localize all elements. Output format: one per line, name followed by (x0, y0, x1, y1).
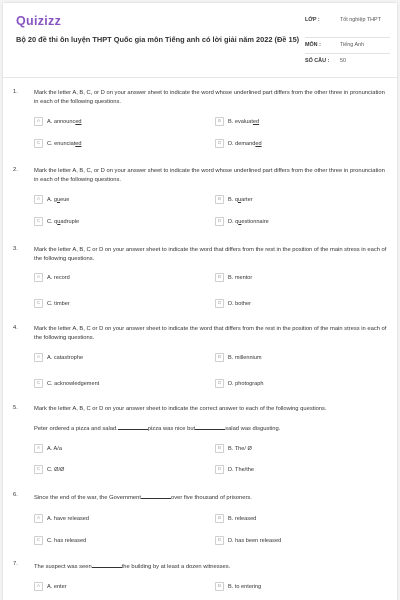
option-letter-box[interactable]: C (34, 217, 43, 226)
option-text: A. enter (47, 583, 67, 590)
option-label (47, 355, 83, 361)
answer-option-d[interactable] (215, 139, 375, 149)
answer-option-d[interactable] (215, 217, 375, 227)
question-number: 6. (13, 492, 18, 498)
meta-divider (305, 37, 390, 38)
answer-option-b[interactable] (215, 514, 375, 524)
option-letter-box[interactable]: C (34, 465, 43, 474)
answer-option-b[interactable] (215, 195, 375, 205)
meta-grade-key: LỚP : (305, 17, 320, 23)
option-letter-box[interactable]: D (215, 299, 224, 308)
meta-subject-value: Tiếng Anh (340, 42, 365, 48)
option-letter-box[interactable]: D (215, 139, 224, 148)
option-letter-box[interactable]: B (215, 514, 224, 523)
worksheet-header (3, 3, 397, 75)
option-text: B. to entering (228, 583, 262, 590)
option-text: C. q (47, 218, 58, 225)
answer-option-b[interactable] (215, 273, 375, 283)
option-label (228, 538, 281, 544)
option-text: C. timber (47, 300, 70, 307)
answer-option-c[interactable] (34, 299, 194, 309)
question-block (3, 325, 397, 387)
option-label (228, 467, 254, 473)
answer-option-a[interactable] (34, 273, 194, 283)
option-label (47, 219, 79, 225)
quizizz-logo[interactable]: Quizizz (16, 14, 62, 28)
question-block (3, 561, 397, 590)
question-number: 2. (13, 167, 18, 173)
option-text: B. The/ Ø (228, 445, 252, 452)
option-text: B. q (228, 196, 238, 203)
answer-option-c[interactable] (34, 139, 194, 149)
meta-count-value: 50 (340, 58, 346, 64)
answer-option-c[interactable] (34, 465, 194, 475)
option-letter-box[interactable]: C (34, 139, 43, 148)
option-text: estionnaire (241, 218, 269, 225)
option-letter-box[interactable]: B (215, 273, 224, 282)
meta-count-key: SỐ CÂU : (305, 58, 330, 64)
option-letter-box[interactable]: A (34, 353, 43, 362)
answer-option-d[interactable] (215, 379, 375, 389)
question-sentence (34, 423, 389, 434)
answer-option-a[interactable] (34, 353, 194, 363)
header-divider (3, 77, 397, 78)
option-text: C. enunciat (47, 140, 76, 147)
question-block (3, 246, 397, 307)
option-text: B. released (228, 515, 257, 522)
option-text: D. bother (228, 300, 252, 307)
question-sentence (34, 561, 389, 572)
answer-option-b[interactable] (215, 117, 375, 127)
option-label (47, 446, 62, 452)
option-letter-box[interactable]: D (215, 465, 224, 474)
question-number: 1. (13, 89, 18, 95)
option-letter-box[interactable]: C (34, 536, 43, 545)
option-text: adruple (60, 218, 80, 225)
option-letter-box[interactable]: A (34, 444, 43, 453)
option-letter-box[interactable]: A (34, 195, 43, 204)
option-label (47, 584, 67, 590)
answer-blank (118, 423, 148, 430)
option-letter-box[interactable]: C (34, 299, 43, 308)
option-label (228, 275, 252, 281)
meta-subject-key: MÔN : (305, 42, 321, 48)
option-label (47, 381, 99, 387)
option-label (228, 584, 261, 590)
option-letter-box[interactable]: A (34, 117, 43, 126)
option-label (228, 119, 259, 125)
option-label (228, 141, 262, 147)
answer-option-c[interactable] (34, 379, 194, 389)
worksheet-page (3, 3, 397, 600)
option-text: A. catastrophe (47, 354, 84, 361)
option-text: B. millennium (228, 354, 262, 361)
option-letter-box[interactable]: B (215, 117, 224, 126)
option-text: D. has been released (228, 537, 282, 544)
sentence-text: over five thousand of prisoners. (171, 495, 252, 501)
question-block (3, 89, 397, 147)
question-number: 5. (13, 405, 18, 411)
option-letter-box[interactable]: B (215, 444, 224, 453)
question-number: 7. (13, 561, 18, 567)
option-text: C. Ø/Ø (47, 466, 65, 473)
option-label (47, 538, 86, 544)
sentence-text: pizza was nice but (147, 426, 196, 432)
option-letter-box[interactable]: D (215, 379, 224, 388)
question-sentence (34, 492, 389, 503)
option-letter-box[interactable]: A (34, 582, 43, 591)
option-label (228, 355, 262, 361)
answer-blank (195, 423, 225, 430)
answer-option-b[interactable] (215, 353, 375, 363)
underlined-part: u (237, 196, 242, 203)
sentence-text: Peter ordered a pizza and salad. (34, 426, 118, 432)
option-text: arter (241, 196, 253, 203)
underlined-part: ed (75, 140, 82, 147)
option-label (47, 275, 70, 281)
question-block (3, 492, 397, 544)
question-instruction: Mark the letter A, B, C or D on your answer sheet to indicate the correct answer to each of the following questions. (34, 406, 327, 412)
option-text: D. demand (228, 140, 256, 147)
option-text: C. acknowledgement (47, 380, 100, 387)
sentence-text: Since the end of the war, the Government (34, 495, 141, 501)
option-text: A. A/a (47, 445, 62, 452)
answer-option-b[interactable] (215, 582, 375, 592)
answer-option-a[interactable] (34, 117, 194, 127)
underlined-part: u (56, 196, 61, 203)
option-text: D. The/the (228, 466, 255, 473)
option-text: D. photograph (228, 380, 264, 387)
option-label (228, 301, 251, 307)
option-text: B. evaluat (228, 118, 253, 125)
underlined-part: u (238, 218, 242, 225)
answer-option-c[interactable] (34, 536, 194, 546)
option-text: A. have released (47, 515, 89, 522)
option-text: C. has released (47, 537, 87, 544)
answer-blank (92, 561, 122, 568)
question-block (3, 405, 397, 473)
option-label (47, 516, 89, 522)
option-label (228, 197, 253, 203)
sentence-text: salad was disgusting. (225, 426, 281, 432)
option-label (228, 516, 256, 522)
option-letter-box[interactable]: B (215, 195, 224, 204)
answer-option-a[interactable] (34, 195, 194, 205)
sentence-text: the building by at least a dozen witnesses. (121, 564, 231, 570)
underlined-part: ed (75, 118, 82, 125)
option-label (228, 219, 269, 225)
answer-option-d[interactable] (215, 465, 375, 475)
option-text: A. g (47, 196, 57, 203)
answer-option-a[interactable] (34, 582, 194, 592)
underlined-part: u (57, 218, 61, 225)
option-letter-box[interactable]: B (215, 353, 224, 362)
answer-option-a[interactable] (34, 514, 194, 524)
option-letter-box[interactable]: D (215, 217, 224, 226)
answer-option-d[interactable] (215, 536, 375, 546)
underlined-part: ed (252, 118, 260, 125)
option-letter-box[interactable]: B (215, 582, 224, 591)
underlined-part: ed (255, 140, 262, 147)
question-instruction: Mark the letter A, B, C, or D on your answer sheet to indicate the word whose underlined part differs from the other three in pronunciation in each of the following questions. (34, 90, 385, 105)
option-text: D. q (228, 218, 239, 225)
meta-grade-value: Tốt nghiệp THPT (340, 17, 381, 23)
option-label (47, 301, 70, 307)
option-label (47, 141, 82, 147)
option-letter-box[interactable]: C (34, 379, 43, 388)
option-letter-box[interactable]: A (34, 273, 43, 282)
answer-option-b[interactable] (215, 444, 375, 454)
question-number: 3. (13, 246, 18, 252)
option-text: A. record (47, 274, 70, 281)
option-label (47, 119, 82, 125)
option-label (228, 446, 252, 452)
option-letter-box[interactable]: D (215, 536, 224, 545)
option-text: B. mentor (228, 274, 253, 281)
question-block (3, 167, 397, 225)
answer-blank (141, 492, 171, 499)
answer-option-a[interactable] (34, 444, 194, 454)
worksheet-title: Bộ 20 đề thi ôn luyện THPT Quốc gia môn Tiếng anh có lời giải năm 2022 (Đề 15) (16, 35, 300, 44)
sentence-text: The suspect was seen (34, 564, 92, 570)
option-label (47, 467, 64, 473)
question-instruction: Mark the letter A, B, C or D on your answer sheet to indicate the word that differs from the rest in the position of the main stress in each of the following questions. (34, 247, 387, 262)
meta-divider (305, 53, 390, 54)
option-label (228, 381, 263, 387)
answer-option-c[interactable] (34, 217, 194, 227)
question-instruction: Mark the letter A, B, C, or D on your answer sheet to indicate the word whose underlined part differs from the other three in pronunciation in each of the following questions. (34, 168, 385, 183)
option-label (47, 197, 69, 203)
option-text: A. announc (47, 118, 76, 125)
option-letter-box[interactable]: A (34, 514, 43, 523)
answer-option-d[interactable] (215, 299, 375, 309)
option-text: eue (60, 196, 70, 203)
question-instruction: Mark the letter A, B, C or D on your answer sheet to indicate the word that differs from the rest in the position of the main stress in each of the following questions. (34, 326, 387, 341)
question-number: 4. (13, 325, 18, 331)
